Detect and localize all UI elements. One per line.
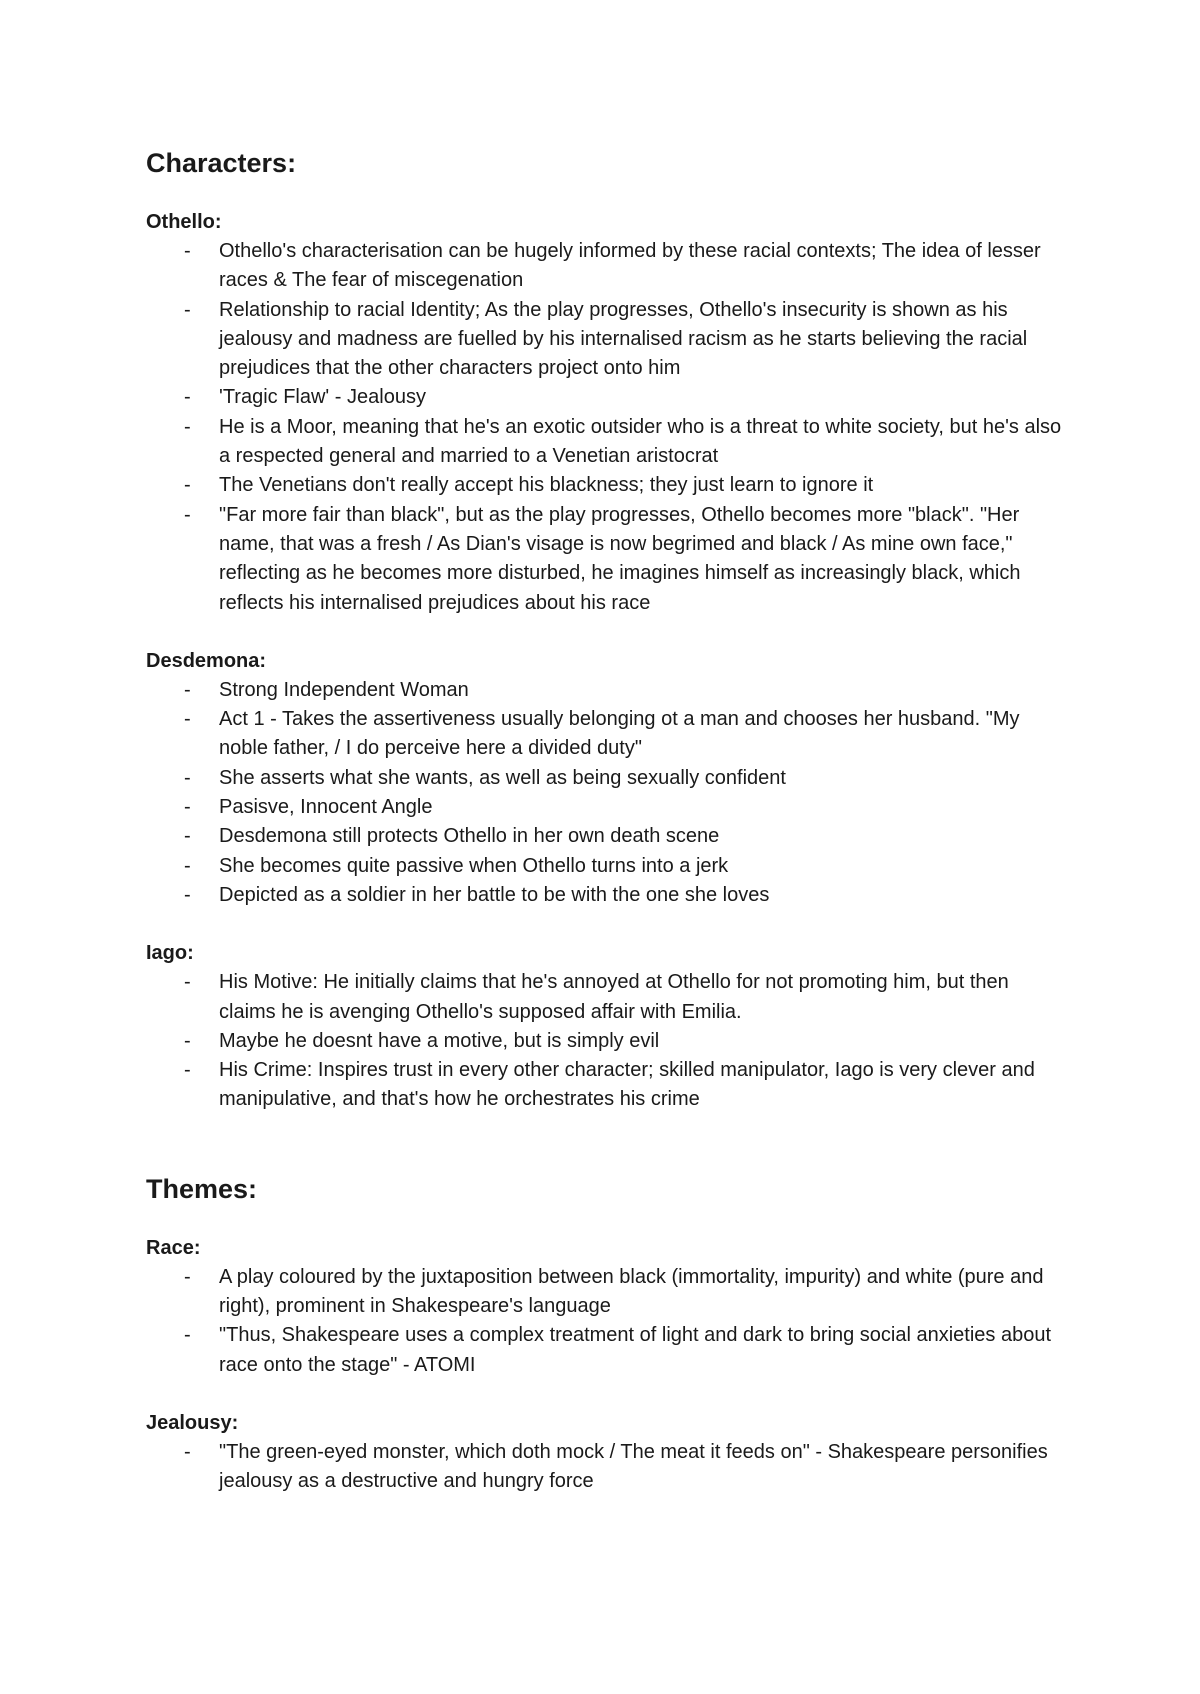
list-item: - "The green-eyed monster, which doth mock / The meat it feeds on" - Shakespeare personifies jealousy as a destructive and hungry force xyxy=(146,1438,1070,1497)
list-item: - His Crime: Inspires trust in every other character; skilled manipulator, Iago is very clever and manipulative, and that's how he orchestrates his crime xyxy=(146,1056,1070,1115)
desdemona-list xyxy=(146,676,1070,910)
list-item: - She becomes quite passive when Othello turns into a jerk xyxy=(146,852,1070,881)
jealousy-heading: Jealousy: xyxy=(146,1411,239,1434)
list-item: - "Far more fair than black", but as the play progresses, Othello becomes more "black". "Her name, that was a fresh / As Dian's visage is now begrimed and black / As mine own face," reflecting as he becomes more disturbed, he imagines himself as increasingly black, which reflects his internalised prejudices about his race xyxy=(146,501,1070,618)
list-item: - The Venetians don't really accept his blackness; they just learn to ignore it xyxy=(146,471,1070,500)
list-item: - Desdemona still protects Othello in her own death scene xyxy=(146,822,1070,851)
list-item: - She asserts what she wants, as well as being sexually confident xyxy=(146,764,1070,793)
race-list xyxy=(146,1263,1070,1380)
list-item: - Strong Independent Woman xyxy=(146,676,1070,705)
list-item: - Depicted as a soldier in her battle to be with the one she loves xyxy=(146,881,1070,910)
iago-list xyxy=(146,968,1070,1114)
list-item: - Othello's characterisation can be hugely informed by these racial contexts; The idea of lesser races & The fear of miscegenation xyxy=(146,237,1070,296)
race-heading: Race: xyxy=(146,1236,201,1259)
list-item: - His Motive: He initially claims that he's annoyed at Othello for not promoting him, but then claims he is avenging Othello's supposed affair with Emilia. xyxy=(146,968,1070,1027)
list-item: - 'Tragic Flaw' - Jealousy xyxy=(146,383,1070,412)
list-item: - Act 1 - Takes the assertiveness usually belonging ot a man and chooses her husband. "My noble father, / I do perceive here a divided duty" xyxy=(146,705,1070,764)
list-item: - Relationship to racial Identity; As the play progresses, Othello's insecurity is shown as his jealousy and madness are fuelled by his internalised racism as he starts believing the racial prejudices that the other characters project onto him xyxy=(146,296,1070,384)
list-item: - "Thus, Shakespeare uses a complex treatment of light and dark to bring social anxieties about race onto the stage" - ATOMI xyxy=(146,1321,1070,1380)
list-item: - He is a Moor, meaning that he's an exotic outsider who is a threat to white society, but he's also a respected general and married to a Venetian aristocrat xyxy=(146,413,1070,472)
themes-heading: Themes: xyxy=(146,1173,258,1204)
jealousy-list xyxy=(146,1438,1070,1497)
list-item: - A play coloured by the juxtaposition between black (immortality, impurity) and white (pure and right), prominent in Shakespeare's language xyxy=(146,1263,1070,1322)
othello-heading: Othello: xyxy=(146,211,222,233)
iago-heading: Iago: xyxy=(146,942,194,965)
list-item: - Pasisve, Innocent Angle xyxy=(146,793,1070,822)
characters-heading: Characters: xyxy=(146,148,297,178)
othello-list xyxy=(146,237,1070,618)
list-item: - Maybe he doesnt have a motive, but is simply evil xyxy=(146,1027,1070,1056)
desdemona-heading: Desdemona: xyxy=(146,649,267,672)
